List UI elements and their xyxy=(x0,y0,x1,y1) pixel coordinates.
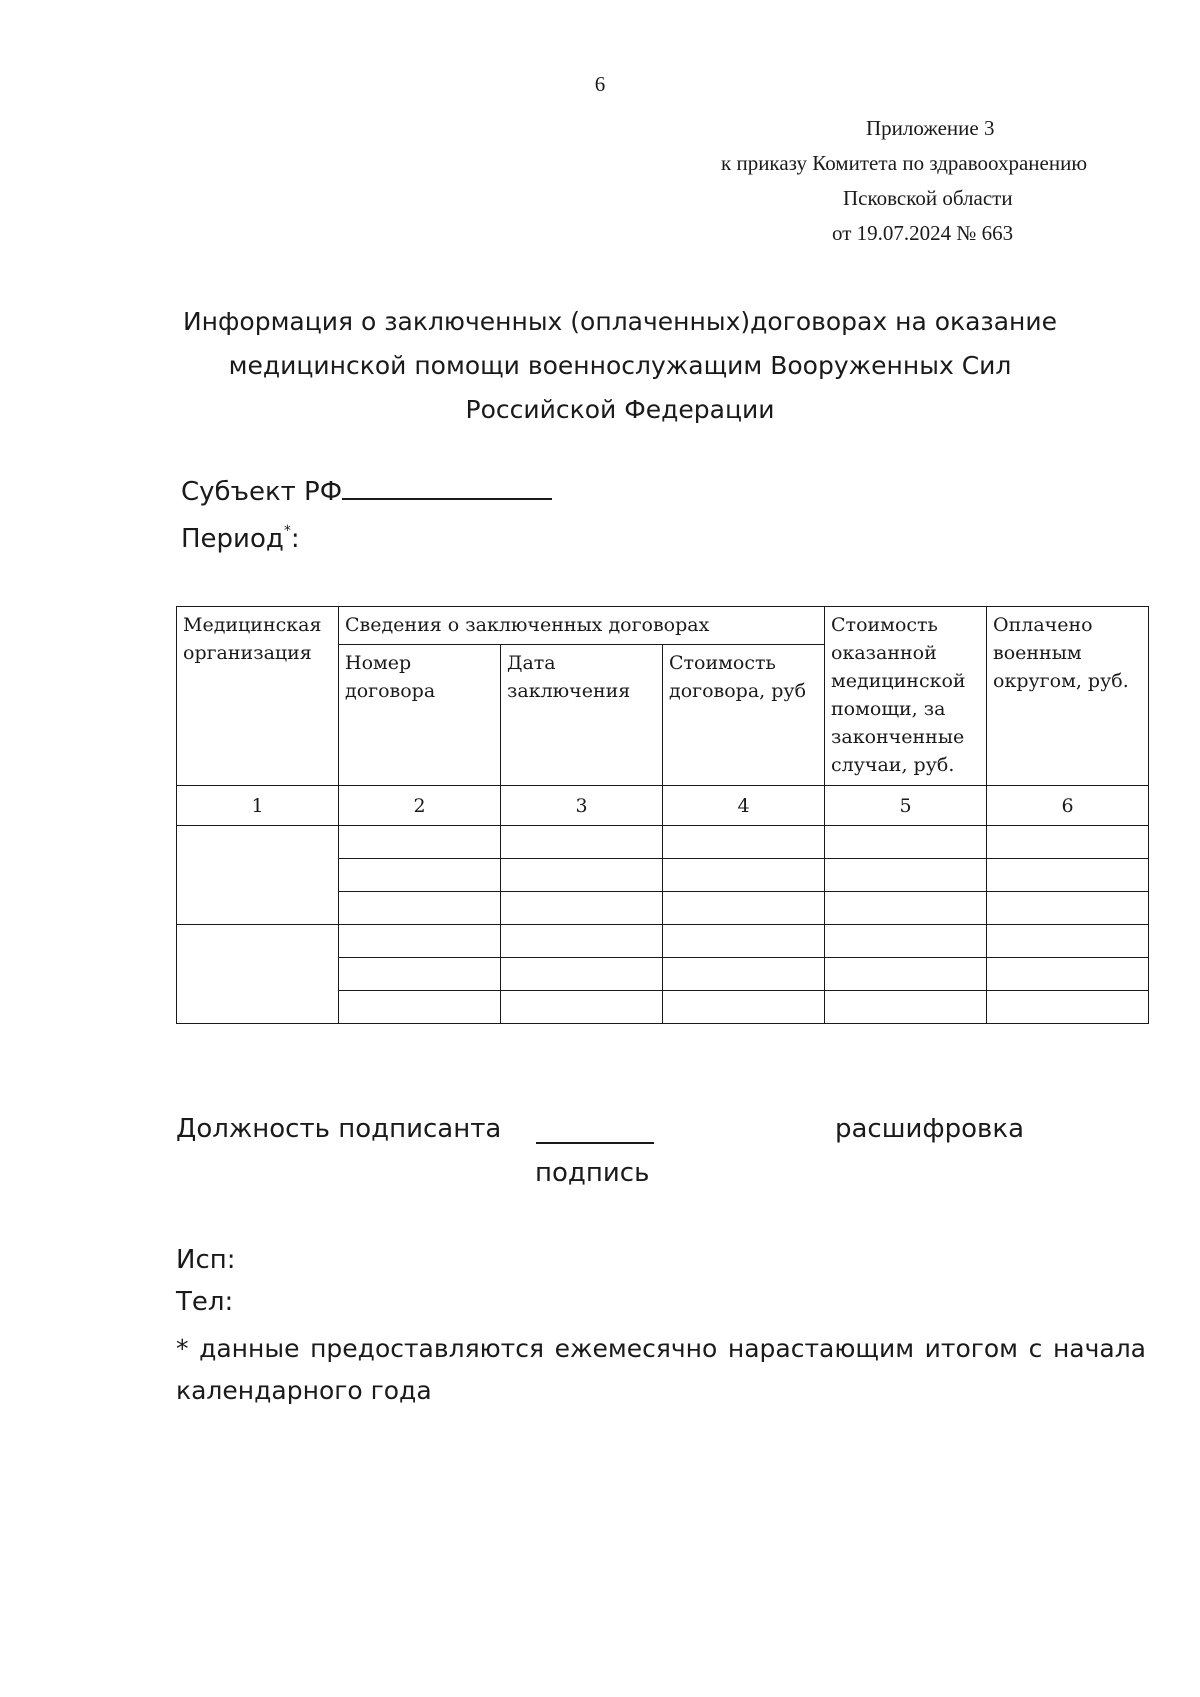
column-number: 3 xyxy=(501,786,663,826)
column-number: 4 xyxy=(663,786,825,826)
table-cell xyxy=(987,991,1149,1024)
table-cell xyxy=(825,925,987,958)
table-cell xyxy=(501,991,663,1024)
table-cell xyxy=(501,958,663,991)
table-cell xyxy=(663,925,825,958)
signature-line xyxy=(536,1122,654,1149)
header-cost-of-care: Стоимость оказанной медицинской помощи, за законченные случаи, руб. xyxy=(825,607,987,786)
table-cell xyxy=(501,892,663,925)
table-cell xyxy=(501,925,663,958)
subject-field xyxy=(181,476,552,507)
table-cell xyxy=(501,826,663,859)
appendix-block xyxy=(0,0,1200,260)
table-row xyxy=(177,925,1149,958)
subject-underline xyxy=(342,476,552,500)
table-cell xyxy=(663,859,825,892)
table-cell xyxy=(339,925,501,958)
table-cell xyxy=(663,958,825,991)
appendix-number: Приложение 3 xyxy=(866,116,995,140)
header-paid-by-district: Оплачено военным округом, руб. xyxy=(987,607,1149,786)
period-footnote-mark: * xyxy=(283,523,291,539)
table-cell xyxy=(339,958,501,991)
table-cell xyxy=(663,892,825,925)
header-contract-cost: Стоимость договора, руб xyxy=(663,645,825,786)
table-cell xyxy=(339,991,501,1024)
table-cell xyxy=(177,925,339,1024)
table-cell xyxy=(987,892,1149,925)
appendix-date-number: от 19.07.2024 № 663 xyxy=(832,221,1014,245)
header-contract-date: Дата заключения xyxy=(501,645,663,786)
table-cell xyxy=(339,826,501,859)
signer-position-label: Должность подписанта xyxy=(176,1114,502,1144)
column-number-row xyxy=(177,786,1149,826)
executor-label: Исп: xyxy=(176,1245,236,1275)
table-cell xyxy=(825,958,987,991)
table-cell xyxy=(339,892,501,925)
table-cell xyxy=(663,991,825,1024)
table-cell xyxy=(177,826,339,925)
table-cell xyxy=(339,859,501,892)
period-field xyxy=(181,523,300,554)
table-cell xyxy=(501,859,663,892)
table-row xyxy=(177,826,1149,859)
column-number: 6 xyxy=(987,786,1149,826)
table-cell xyxy=(825,991,987,1024)
appendix-region: Псковской области xyxy=(843,186,1013,210)
table-cell xyxy=(987,859,1149,892)
signature-label: подпись xyxy=(535,1158,650,1188)
subject-label: Субъект РФ xyxy=(181,477,343,507)
table-cell xyxy=(825,826,987,859)
footnote: * данные предоставляются ежемесячно нарастающим итогом с начала календарного года xyxy=(176,1334,1146,1405)
table-cell xyxy=(663,826,825,859)
table-cell xyxy=(825,859,987,892)
header-medical-organization: Медицинская организация xyxy=(177,607,339,786)
table-cell xyxy=(987,925,1149,958)
column-number: 5 xyxy=(825,786,987,826)
column-number: 1 xyxy=(177,786,339,826)
table-cell xyxy=(825,892,987,925)
period-colon: : xyxy=(290,524,300,554)
table-header-row xyxy=(177,607,1149,645)
table-cell xyxy=(987,958,1149,991)
phone-label: Тел: xyxy=(176,1287,234,1317)
period-label: Период xyxy=(181,524,284,554)
header-contract-info-group: Сведения о заключенных договорах xyxy=(339,607,825,645)
signature-decode-label: расшифровка xyxy=(835,1114,1025,1144)
page-number: 6 xyxy=(594,72,606,96)
header-contract-number: Номер договора xyxy=(339,645,501,786)
column-number: 2 xyxy=(339,786,501,826)
document-title: Информация о заключенных (оплаченных)договорах на оказание медицинской помощи военнослужащим Вооруженных Сил Российской Федерации xyxy=(182,307,1058,424)
contracts-table xyxy=(176,606,1149,1024)
table-cell xyxy=(987,826,1149,859)
appendix-order-ref: к приказу Комитета по здравоохранению xyxy=(721,151,1088,175)
